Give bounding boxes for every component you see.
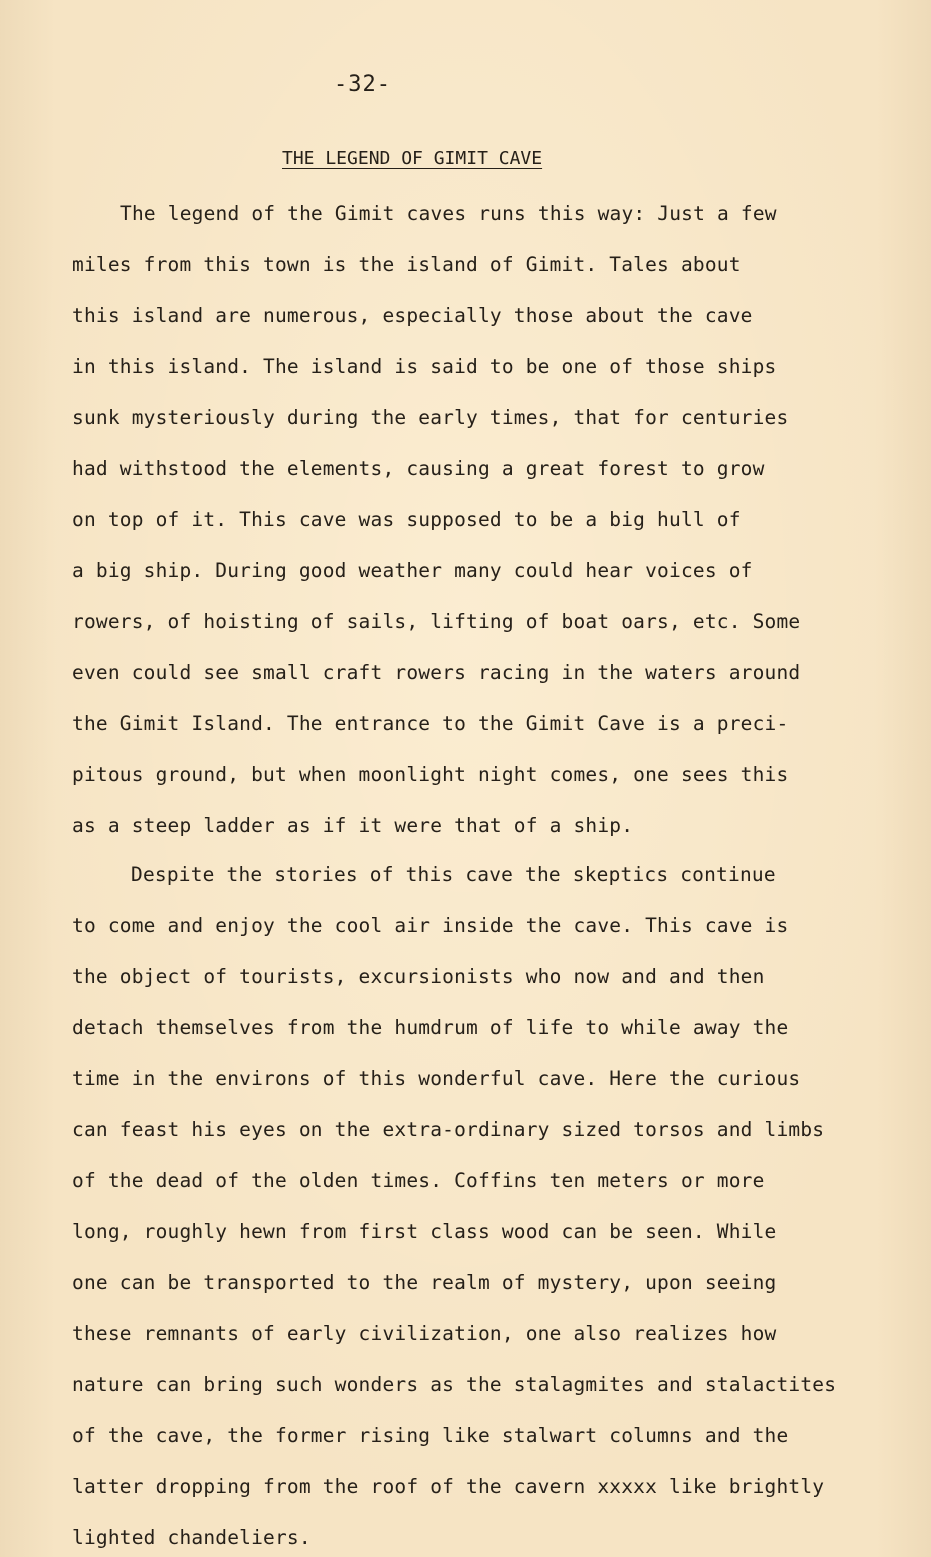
- page-title: THE LEGEND OF GIMIT CAVE: [282, 148, 543, 169]
- text-line: of the cave, the former rising like stalwart columns and the: [72, 1424, 789, 1447]
- text-line: one can be transported to the realm of mystery, upon seeing: [72, 1271, 777, 1294]
- text-line: rowers, of hoisting of sails, lifting of boat oars, etc. Some: [72, 610, 801, 633]
- text-line: detach themselves from the humdrum of life to while away the: [72, 1016, 789, 1039]
- text-line: the Gimit Island. The entrance to the Gimit Cave is a preci-: [72, 712, 789, 735]
- text-line: can feast his eyes on the extra-ordinary sized torsos and limbs: [72, 1118, 825, 1141]
- text-line: pitous ground, but when moonlight night comes, one sees this: [72, 763, 789, 786]
- text-line: on top of it. This cave was supposed to be a big hull of: [72, 508, 741, 531]
- text-line: nature can bring such wonders as the stalagmites and stalactites: [72, 1373, 837, 1396]
- text-line: as a steep ladder as if it were that of a ship.: [72, 814, 634, 837]
- text-line: The legend of the Gimit caves runs this way: Just a few: [120, 202, 777, 225]
- text-line: to come and enjoy the cool air inside the cave. This cave is: [72, 914, 789, 937]
- text-line: had withstood the elements, causing a great forest to grow: [72, 457, 765, 480]
- text-line: of the dead of the olden times. Coffins ten meters or more: [72, 1169, 765, 1192]
- page-number: -32-: [334, 72, 391, 97]
- text-line: latter dropping from the roof of the cavern xxxxx like brightly: [72, 1475, 825, 1498]
- text-line: these remnants of early civilization, one also realizes how: [72, 1322, 777, 1345]
- text-line: the object of tourists, excursionists who now and and then: [72, 965, 765, 988]
- text-line: sunk mysteriously during the early times, that for centuries: [72, 406, 789, 429]
- text-line: a big ship. During good weather many could hear voices of: [72, 559, 753, 582]
- text-line: lighted chandeliers.: [72, 1526, 311, 1549]
- text-line: in this island. The island is said to be one of those ships: [72, 355, 777, 378]
- text-line: miles from this town is the island of Gimit. Tales about: [72, 253, 741, 276]
- text-line: Despite the stories of this cave the skeptics continue: [131, 863, 776, 886]
- text-line: even could see small craft rowers racing in the waters around: [72, 661, 801, 684]
- text-line: long, roughly hewn from first class wood can be seen. While: [72, 1220, 777, 1243]
- text-line: time in the environs of this wonderful cave. Here the curious: [72, 1067, 801, 1090]
- text-line: this island are numerous, especially those about the cave: [72, 304, 753, 327]
